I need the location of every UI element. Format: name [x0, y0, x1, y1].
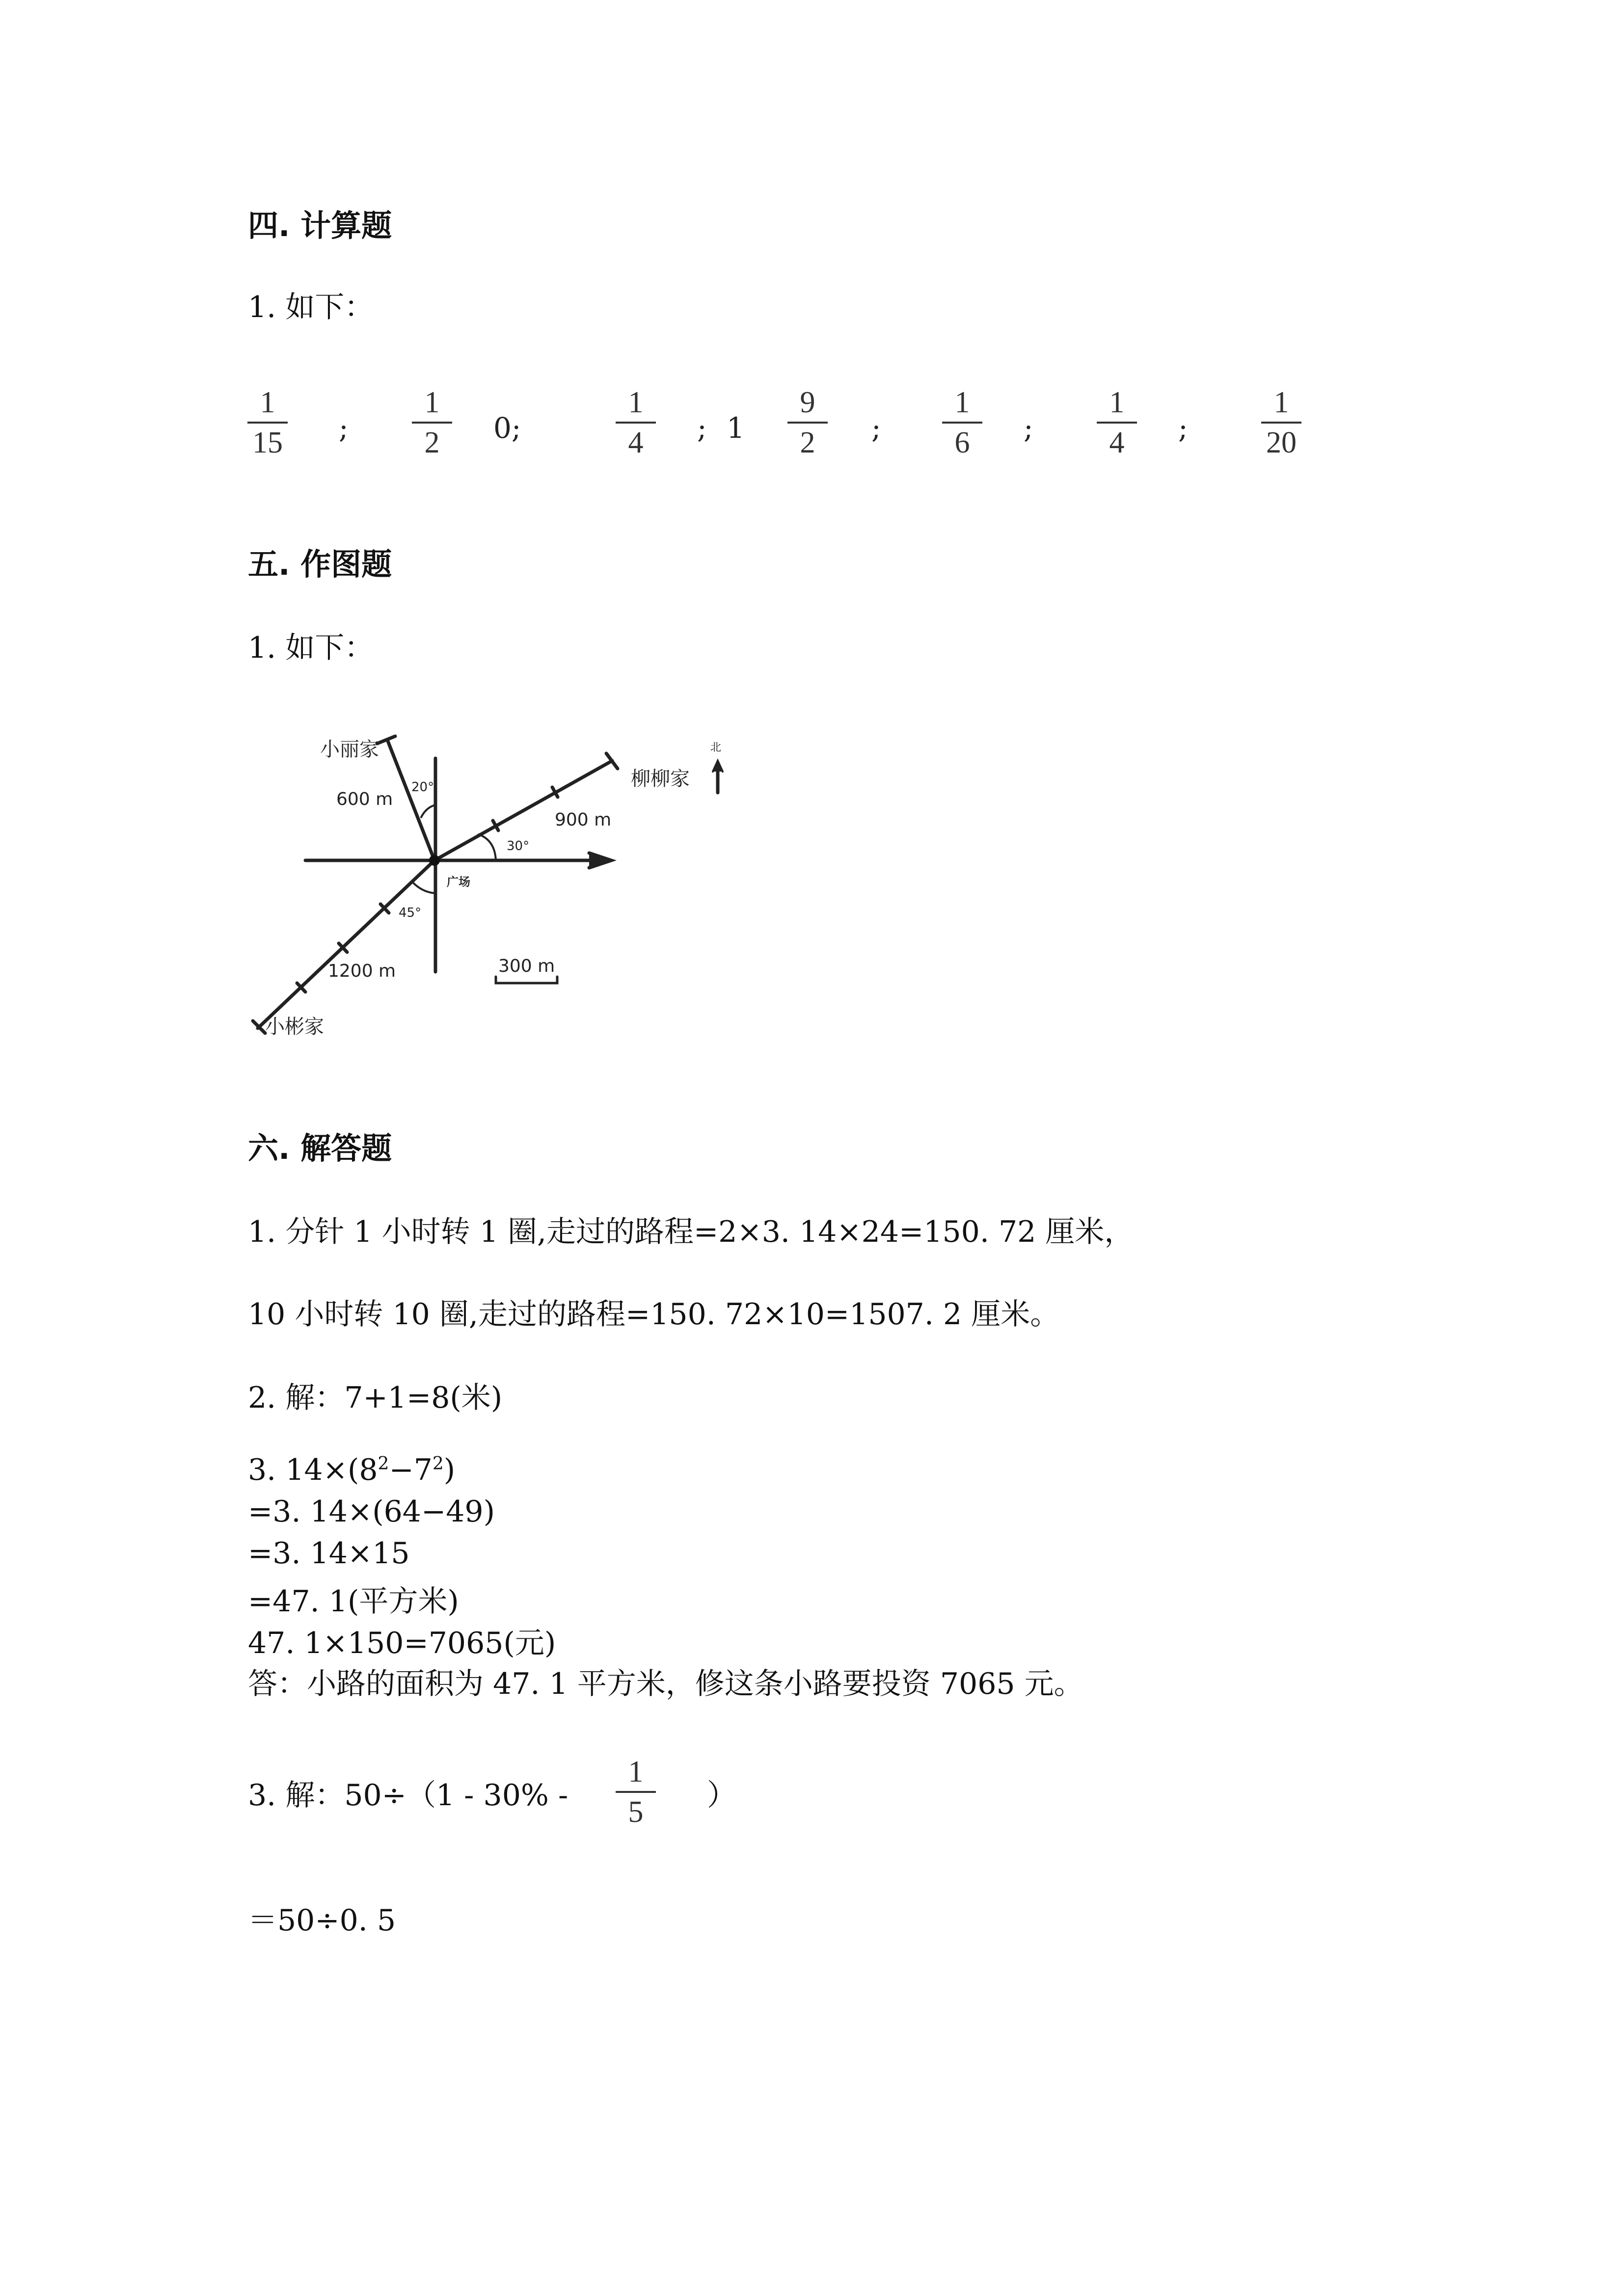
- denominator: 4: [628, 426, 644, 459]
- denominator: 20: [1266, 426, 1297, 459]
- fraction-bar: [616, 422, 656, 424]
- answer-line: 2. 解：7+1=8(米): [248, 1381, 503, 1415]
- endpoint-tick: [377, 736, 395, 744]
- numerator: 1: [954, 386, 970, 419]
- exponent: 2: [432, 1454, 444, 1474]
- separator: 1: [727, 411, 745, 445]
- separator: ;: [697, 411, 707, 445]
- fraction: [609, 385, 663, 460]
- fraction-bar: [247, 422, 288, 424]
- label-angle-20: 20°: [411, 780, 434, 795]
- expr-part: −7: [389, 1453, 433, 1487]
- fraction: [609, 1755, 663, 1829]
- east-arrowhead: [589, 853, 611, 868]
- fraction: [241, 385, 295, 460]
- numerator: 9: [800, 386, 815, 419]
- answer-line: 1. 分针 1 小时转 1 圈,走过的路程=2×3. 14×24=150. 72 厘米，: [248, 1215, 1134, 1249]
- numerator: 1: [260, 386, 275, 419]
- expr-part: 3. 14×(8: [248, 1453, 378, 1487]
- angle-arc-45: [412, 882, 435, 893]
- separator: ;: [871, 411, 881, 445]
- fraction-bar: [1261, 422, 1301, 424]
- fraction: [1254, 385, 1308, 460]
- route-xiaobin: [258, 860, 434, 1028]
- question-label: 1. 如下：: [248, 631, 374, 665]
- label-xiaobin: 小彬家: [265, 1015, 324, 1038]
- answer-line: =3. 14×(64−49): [248, 1495, 495, 1529]
- endpoint-tick: [606, 753, 618, 769]
- label-north: 北: [710, 742, 722, 754]
- denominator: 15: [252, 426, 283, 459]
- angle-arc-30: [479, 834, 496, 860]
- answer-line: =3. 14×15: [248, 1536, 410, 1571]
- section-heading-drawing: 五. 作图题: [248, 546, 392, 582]
- fraction: [935, 385, 989, 460]
- answer-line: =47. 1(平方米): [248, 1584, 459, 1619]
- separator: ;: [1178, 411, 1188, 445]
- label-distance-600: 600 m: [336, 789, 393, 809]
- denominator: 2: [800, 426, 815, 459]
- label-distance-900: 900 m: [555, 810, 612, 830]
- answer-line: 答：小路的面积为 47. 1 平方米，修这条小路要投资 7065 元。: [248, 1667, 1083, 1701]
- numerator: 1: [1273, 386, 1289, 419]
- label-distance-1200: 1200 m: [328, 961, 396, 981]
- answer-line: 47. 1×150=7065(元): [248, 1626, 556, 1660]
- denominator: 4: [1109, 426, 1125, 459]
- answer-line: ）: [707, 1778, 736, 1813]
- question-label: 1. 如下：: [248, 290, 374, 324]
- scale-bar: [496, 977, 557, 983]
- fraction: [1090, 385, 1144, 460]
- separator: ;: [1024, 411, 1033, 445]
- answer-line: ＝50÷0. 5: [248, 1903, 396, 1938]
- direction-map-diagram: [236, 717, 766, 1060]
- fraction: [781, 385, 835, 460]
- numerator: 1: [424, 386, 440, 419]
- label-liuliu: 柳柳家: [631, 768, 690, 790]
- route-xiaoli: [388, 741, 434, 860]
- fraction-bar: [616, 1791, 656, 1793]
- separator: ;: [339, 411, 349, 445]
- label-scale: 300 m: [498, 956, 555, 976]
- denominator: 6: [954, 426, 970, 459]
- denominator: 2: [424, 426, 440, 459]
- label-angle-45: 45°: [399, 906, 422, 920]
- exponent: 2: [378, 1454, 389, 1474]
- label-plaza: 广场: [447, 875, 470, 889]
- north-arrowhead: [713, 761, 723, 772]
- fraction-bar: [942, 422, 982, 424]
- expr-part: ): [443, 1453, 456, 1487]
- label-xiaoli: 小丽家: [320, 738, 379, 761]
- section-heading-calculation: 四. 计算题: [248, 208, 392, 243]
- plaza-point: [429, 855, 440, 866]
- numerator: 1: [628, 1755, 644, 1789]
- fraction-bar: [787, 422, 828, 424]
- answer-line: 3. 解：50÷（1 - 30% -: [248, 1778, 568, 1813]
- answer-line: 10 小时转 10 圈,走过的路程=150. 72×10=1507. 2 厘米。: [248, 1297, 1060, 1332]
- section-heading-answers: 六. 解答题: [248, 1130, 392, 1166]
- numerator: 1: [1109, 386, 1125, 419]
- fraction-bar: [412, 422, 452, 424]
- numerator: 1: [628, 386, 644, 419]
- denominator: 5: [628, 1795, 644, 1829]
- separator: 0;: [493, 411, 521, 445]
- fraction: [405, 385, 459, 460]
- label-angle-30: 30°: [507, 839, 530, 854]
- answer-line: [248, 1453, 455, 1487]
- angle-arc-20: [421, 805, 435, 817]
- fraction-bar: [1097, 422, 1137, 424]
